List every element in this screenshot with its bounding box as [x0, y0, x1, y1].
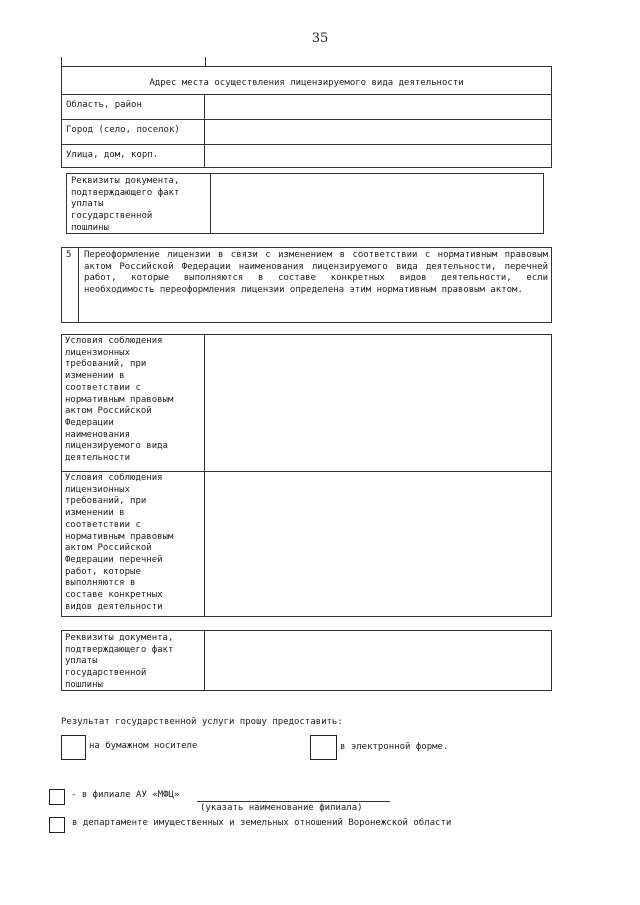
table-stub-line-left: [61, 57, 62, 66]
table-stub-line-right: [205, 57, 206, 66]
payment-column-divider: [204, 631, 205, 690]
payment-document-box: [61, 630, 552, 691]
conditions-table: [61, 334, 552, 617]
department-option-checkbox[interactable]: [49, 817, 65, 833]
paper-option-checkbox[interactable]: [61, 735, 86, 760]
branch-option-label: - в филиале АУ «МФЦ»: [71, 790, 180, 800]
page-number: 35: [311, 31, 329, 46]
department-option-label: в департаменте имущественных и земельных отношений Воронежской области: [72, 818, 452, 828]
conditions-row-divider: [62, 471, 551, 472]
payment-column-divider: [210, 174, 211, 233]
payment-document-box: [66, 173, 544, 234]
city-field[interactable]: [206, 120, 550, 143]
section-number-divider: [78, 248, 79, 322]
conditions-works-field[interactable]: [206, 473, 550, 615]
branch-option-checkbox[interactable]: [49, 789, 65, 805]
city-label: Город (село, поселок): [66, 125, 180, 135]
address-table-header: Адрес места осуществления лицензируемого вида деятельности: [149, 78, 464, 88]
paper-option-label: на бумажном носителе: [89, 741, 198, 751]
section-number: 5: [66, 250, 72, 260]
result-prompt: Результат государственной услуги прошу предоставить:: [61, 717, 343, 727]
payment-document-label: Реквизиты документа, подтверждающего факт уплаты государственной пошлины: [71, 176, 180, 233]
conditions-column-divider: [204, 335, 205, 616]
section-5-box: [61, 247, 552, 323]
payment-document-label: Реквизиты документа, подтверждающего факт уплаты государственной пошлины: [65, 633, 174, 690]
branch-name-field[interactable]: [197, 790, 390, 802]
street-label: Улица, дом, корп.: [66, 150, 159, 160]
region-field[interactable]: [206, 95, 550, 118]
street-field[interactable]: [206, 145, 550, 167]
payment-document-field[interactable]: [206, 632, 551, 689]
region-label: Область, район: [66, 100, 142, 110]
payment-document-field[interactable]: [212, 175, 543, 232]
address-column-divider: [204, 94, 205, 167]
electronic-option-checkbox[interactable]: [310, 735, 337, 760]
branch-name-hint: (указать наименование филиала): [200, 803, 363, 813]
address-table: [61, 66, 552, 168]
conditions-name-field[interactable]: [206, 336, 550, 470]
electronic-option-label: в электронной форме.: [340, 742, 449, 752]
section-5-text: Переоформление лицензии в связи с изменением в соответствии с нормативным правовым актом Российской Федерации наименования лицензируемого вида деятельности, перечней работ, которые выполняются в составе конкретных видов деятельности, если необходимость переоформления лицензии определена этим нормативным правовым актом.: [84, 250, 554, 296]
conditions-works-label: Условия соблюдения лицензионных требований, при изменении в соответствии с нормативным правовым актом Российской Федерации перечней работ, которые выполняются в составе конкретных видов деятельности: [65, 473, 174, 612]
conditions-name-label: Условия соблюдения лицензионных требований, при изменении в соответствии с нормативным правовым актом Российской Федерации наименования лицензируемого вида деятельности: [65, 336, 174, 464]
